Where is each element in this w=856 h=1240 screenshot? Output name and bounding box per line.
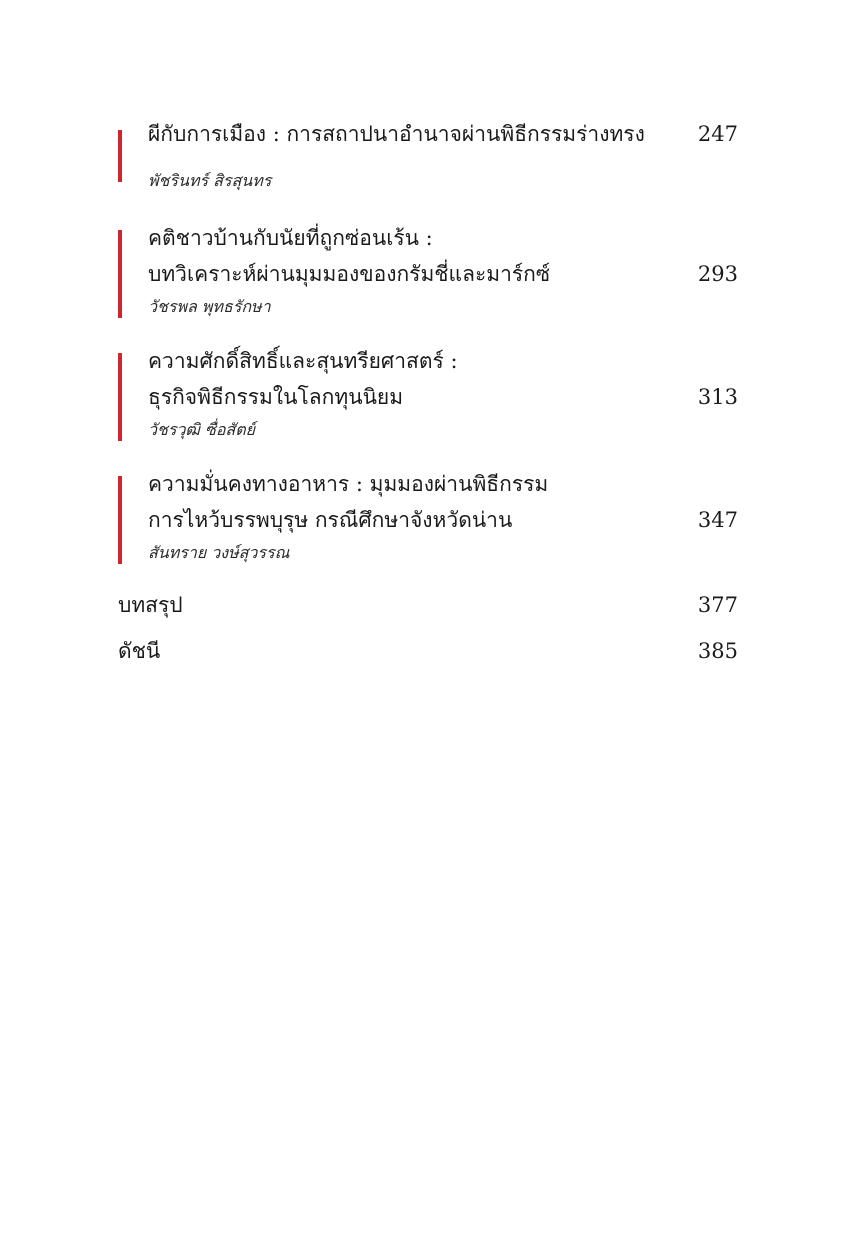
chapter-title-line-1: ความศักดิ์สิทธิ์และสุนทรียศาสตร์ :	[148, 349, 458, 373]
page-number: 347	[697, 508, 738, 532]
chapter-title: ผีกับการเมือง : การสถาปนาอำนาจผ่านพิธีกรรมร่างทรง	[148, 122, 645, 146]
chapter-author: พัชรินทร์ สิรสุนทร	[148, 171, 272, 190]
chapter-author: วัชรวุฒิ ซื่อสัตย์	[148, 420, 255, 439]
section-title: บทสรุป	[118, 593, 183, 617]
chapter-author: สันทราย วงษ์สุวรรณ	[148, 543, 290, 562]
page-number: 377	[697, 593, 738, 617]
chapter-title-line-1: ความมั่นคงทางอาหาร : มุมมองผ่านพิธีกรรม	[148, 472, 549, 496]
chapter-title-line-1: คติชาวบ้านกับนัยที่ถูกซ่อนเร้น :	[148, 226, 433, 250]
chapter-title-line-2: ธุรกิจพิธีกรรมในโลกทุนนิยม	[148, 385, 404, 409]
chapter-title-line-2: การไหว้บรรพบุรุษ กรณีศึกษาจังหวัดน่าน	[148, 508, 513, 532]
page-number: 247	[697, 122, 738, 146]
toc-entry-chapter-2[interactable]	[118, 222, 738, 322]
accent-bar	[118, 353, 122, 441]
chapter-author: วัชรพล พุทธรักษา	[148, 297, 271, 316]
accent-bar	[118, 230, 122, 318]
chapter-title-line-2: บทวิเคราะห์ผ่านมุมมองของกรัมชี่และมาร์กซ์	[148, 262, 551, 286]
accent-bar	[118, 476, 122, 564]
accent-bar	[118, 130, 122, 182]
page-number: 293	[697, 262, 738, 286]
toc-entry-chapter-4[interactable]	[118, 468, 738, 568]
section-title: ดัชนี	[118, 639, 161, 663]
toc-entry-conclusion[interactable]	[118, 591, 738, 621]
toc-entry-index[interactable]	[118, 637, 738, 667]
page-number: 313	[697, 385, 738, 409]
toc-entry-chapter-3[interactable]	[118, 345, 738, 445]
page-number: 385	[697, 639, 738, 663]
toc-entry-chapter-1[interactable]	[118, 118, 738, 198]
